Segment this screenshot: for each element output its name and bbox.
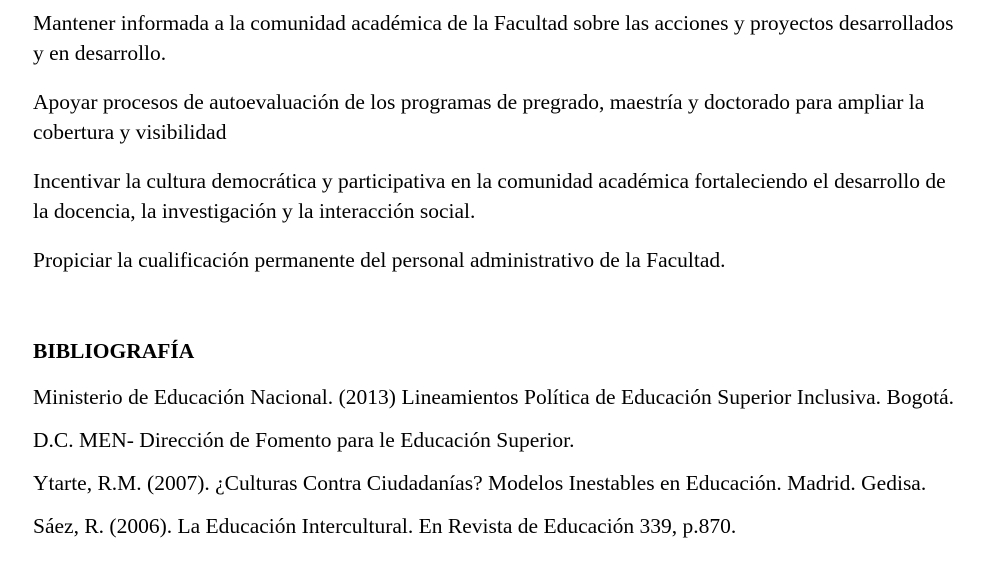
bibliography-reference: Sáez, R. (2006). La Educación Intercultural. En Revista de Educación 339, p.870. [33,514,737,538]
bibliography-reference: Ministerio de Educación Nacional. (2013) Lineamientos Política de Educación Superior Inclusiva. Bogotá. D.C. MEN- Dirección de Fomento para le Educación Superior. [33,385,954,452]
document-page [33,8,954,538]
bibliography-reference: Ytarte, R.M. (2007). ¿Culturas Contra Ciudadanías? Modelos Inestables en Educación. Madrid. Gedisa. [33,471,927,495]
bibliography-heading: BIBLIOGRAFÍA [33,339,195,363]
objective-paragraph: Mantener informada a la comunidad académica de la Facultad sobre las acciones y proyectos desarrollados y en desarrollo. [33,11,954,65]
bibliography-list [33,376,954,548]
objective-paragraph: Apoyar procesos de autoevaluación de los programas de pregrado, maestría y doctorado para ampliar la cobertura y visibilidad [33,90,925,144]
objective-paragraph: Propiciar la cualificación permanente del personal administrativo de la Facultad. [33,248,726,272]
objective-paragraph: Incentivar la cultura democrática y participativa en la comunidad académica fortaleciendo el desarrollo de la docencia, la investigación y la interacción social. [33,169,946,223]
